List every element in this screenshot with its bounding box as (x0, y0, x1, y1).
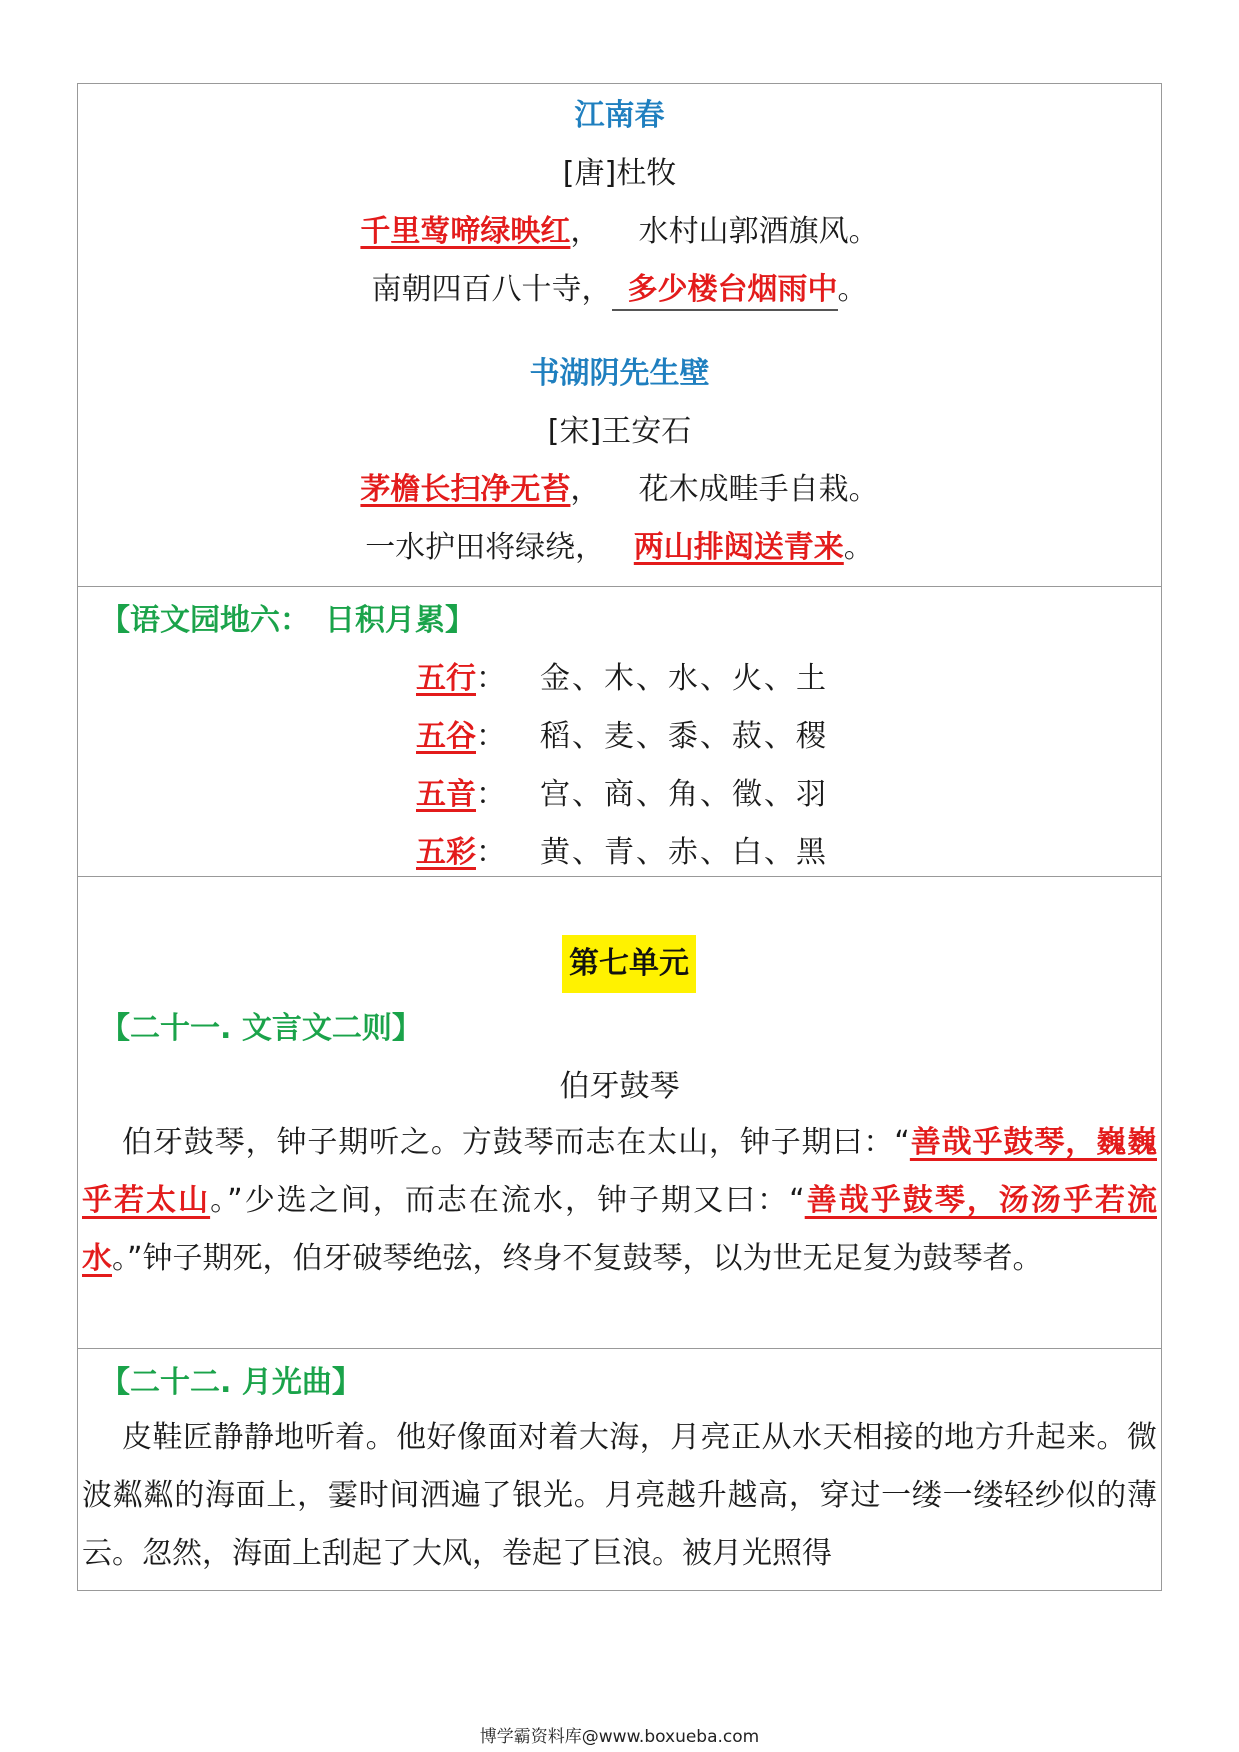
unit-badge: 第七单元 (562, 935, 696, 993)
answer-highlight: 善哉乎鼓琴，巍巍乎若太山 (82, 1125, 1157, 1218)
garden-section (78, 586, 1161, 877)
poem1-title: 江南春 (574, 98, 665, 133)
list-item: 五行： 金、木、水、火、土 (416, 661, 828, 696)
poems-section (78, 84, 1161, 586)
unit7-section (78, 876, 1161, 1349)
story-paragraph: 伯牙鼓琴，钟子期听之。方鼓琴而志在太山，钟子期曰：“善哉乎鼓琴，巍巍乎若太山。”少选之间，而志在流水，钟子期又曰：“善哉乎鼓琴，汤汤乎若流水。”钟子期死，伯牙破琴绝弦，终身不复鼓琴，以为世无足复为鼓琴者。 (82, 1125, 1157, 1276)
story-title: 伯牙鼓琴 (559, 1069, 680, 1104)
poem2-line1: 茅檐长扫净无苔， 花木成畦手自栽。 (360, 472, 879, 507)
poem2-answer-1: 茅檐长扫净无苔 (360, 472, 571, 507)
lesson22-section (78, 1348, 1161, 1593)
list-item: 五谷： 稻、麦、黍、菽、稷 (416, 719, 828, 754)
lesson21-heading: 【二十一. 文言文二则】 (100, 1011, 422, 1046)
poem1-author: [唐]杜牧 (562, 156, 677, 191)
poem2-line2: 一水护田将绿绕， 两山排闼送青来。 (365, 530, 874, 565)
list-item: 五彩： 黄、青、赤、白、黑 (416, 835, 828, 870)
poem2-title: 书湖阴先生壁 (529, 356, 710, 391)
content-frame (77, 83, 1162, 1591)
poem1-line1: 千里莺啼绿映红， 水村山郭酒旗风。 (360, 214, 879, 249)
lesson22-heading: 【二十二. 月光曲】 (100, 1365, 362, 1400)
poem2-author: [宋]王安石 (547, 414, 692, 449)
lesson22-paragraph: 皮鞋匠静静地听着。他好像面对着大海，月亮正从水天相接的地方升起来。微波粼粼的海面上，霎时间洒遍了银光。月亮越升越高，穿过一缕一缕轻纱似的薄云。忽然，海面上刮起了大风，卷起了巨浪。被月光照得 (82, 1420, 1157, 1571)
poem1-answer-2: 多少楼台烟雨中 (627, 272, 838, 307)
answer-highlight: 善哉乎鼓琴，汤汤乎若流水 (82, 1183, 1157, 1276)
garden-heading: 【语文园地六： 日积月累】 (100, 603, 475, 638)
poem1-line2: 南朝四百八十寺， 多少楼台烟雨中。 (78, 270, 1161, 311)
poem2-answer-2: 两山排闼送青来 (633, 530, 844, 565)
poem1-answer-1: 千里莺啼绿映红 (360, 214, 571, 249)
footer-watermark: 博学霸资料库@www.boxueba.com (479, 1727, 760, 1747)
list-item: 五音： 宫、商、角、徵、羽 (416, 777, 828, 812)
